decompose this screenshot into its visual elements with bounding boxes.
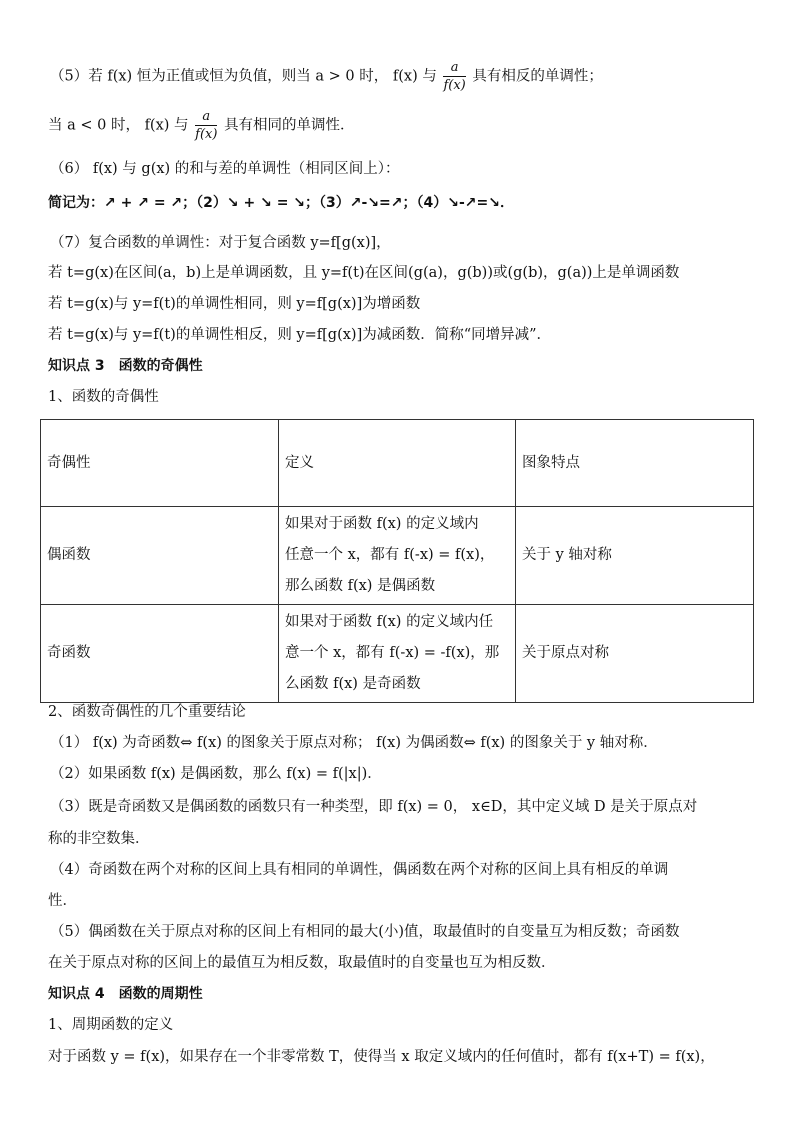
parity-table — [40, 419, 754, 703]
k4-subheading-1: 1、周期函数的定义 — [48, 1017, 174, 1033]
definition-line: 如果对于函数 f(x) 的定义域内任 — [285, 614, 494, 630]
p7-line3: 若 t=g(x)与 y=f(t)的单调性相同，则 y=f[g(x)]为增函数 — [48, 296, 421, 312]
table-header-cell: 图象特点 — [516, 420, 754, 507]
table-cell-name: 奇函数 — [41, 605, 279, 703]
fraction-denominator: f(x) — [195, 127, 218, 142]
conclusion-1: （1） f(x) 为奇函数⇔ f(x) 的图象关于原点对称； f(x) 为偶函数⇔ f(x) 的图象关于 y 轴对称． — [50, 735, 658, 751]
fraction-numerator: a — [195, 110, 217, 126]
table-row-odd — [41, 605, 754, 703]
table-header-cell: 定义 — [279, 420, 516, 507]
table-cell-name: 偶函数 — [41, 507, 279, 605]
p5-line2-text-a: 当 a < 0 时， f(x) 与 — [48, 117, 189, 134]
conclusion-3a: （3）既是奇函数又是偶函数的函数只有一种类型，即 f(x) = 0， x∈D，其中定义域 D 是关于原点对 — [50, 799, 698, 815]
p5-text-a: （5）若 f(x) 恒为正值或恒为负值，则当 a > 0 时， f(x) 与 — [50, 68, 437, 85]
table-header-row — [41, 420, 754, 507]
definition-line: 那么函数 f(x) 是偶函数 — [285, 578, 436, 594]
table-cell-definition — [279, 507, 516, 605]
definition-line: 么函数 f(x) 是奇函数 — [285, 676, 421, 692]
k4-line1: 对于函数 y = f(x)，如果存在一个非零常数 T，使得当 x 取定义域内的任何值时，都有 f(x+T) = f(x)， — [48, 1049, 715, 1065]
k3-subheading-1: 1、函数的奇偶性 — [48, 389, 159, 405]
k4-heading: 知识点 4 函数的周期性 — [48, 986, 203, 1002]
p5-line2-text-b: 具有相同的单调性． — [224, 117, 355, 134]
fraction-numerator: a — [443, 61, 465, 77]
fraction-a-over-fx — [443, 61, 465, 92]
conclusion-5b: 在关于原点对称的区间上的最值互为相反数，取最值时的自变量也互为相反数． — [48, 955, 556, 971]
p7-line2: 若 t=g(x)在区间(a，b)上是单调函数，且 y=f(t)在区间(g(a)，g(b))或(g(b)，g(a))上是单调函数 — [48, 265, 680, 281]
p5-line1 — [50, 61, 603, 92]
conclusion-3b: 称的非空数集． — [48, 831, 150, 847]
table-row-even — [41, 507, 754, 605]
table-header-cell: 奇偶性 — [41, 420, 279, 507]
table-cell-definition — [279, 605, 516, 703]
definition-line: 意一个 x，都有 f(-x) = -f(x)，那 — [285, 645, 500, 661]
conclusion-4b: 性． — [48, 893, 77, 909]
p7-line1: （7）复合函数的单调性：对于复合函数 y=f[g(x)]， — [50, 235, 391, 251]
fraction-a-over-fx-2 — [195, 110, 217, 141]
table-cell-feature: 关于 y 轴对称 — [516, 507, 754, 605]
conclusion-5a: （5）偶函数在关于原点对称的区间上有相同的最大(小)值，取最值时的自变量互为相反数；奇函数 — [50, 924, 680, 940]
table-cell-feature: 关于原点对称 — [516, 605, 754, 703]
p5-line2 — [48, 110, 355, 141]
p5-text-b: 具有相反的单调性； — [472, 68, 603, 85]
k3-heading: 知识点 3 函数的奇偶性 — [48, 358, 203, 374]
p6-title: （6） f(x) 与 g(x) 的和与差的单调性（相同区间上）： — [50, 161, 400, 177]
definition-line: 如果对于函数 f(x) 的定义域内 — [285, 516, 479, 532]
conclusion-4a: （4）奇函数在两个对称的区间上具有相同的单调性，偶函数在两个对称的区间上具有相反的单调 — [50, 862, 669, 878]
p6-summary: 简记为：↗ + ↗ = ↗；（2）↘ + ↘ = ↘；（3）↗-↘=↗；（4）↘-↗=↘． — [48, 195, 514, 211]
k3-subheading-2: 2、函数奇偶性的几个重要结论 — [48, 704, 246, 720]
definition-line: 任意一个 x，都有 f(-x) = f(x)， — [285, 547, 495, 563]
conclusion-2: （2）如果函数 f(x) 是偶函数，那么 f(x) = f(|x|)． — [50, 766, 382, 782]
p7-line4: 若 t=g(x)与 y=f(t)的单调性相反，则 y=f[g(x)]为减函数．简称“同增异减”． — [48, 327, 552, 343]
fraction-denominator: f(x) — [443, 78, 466, 93]
